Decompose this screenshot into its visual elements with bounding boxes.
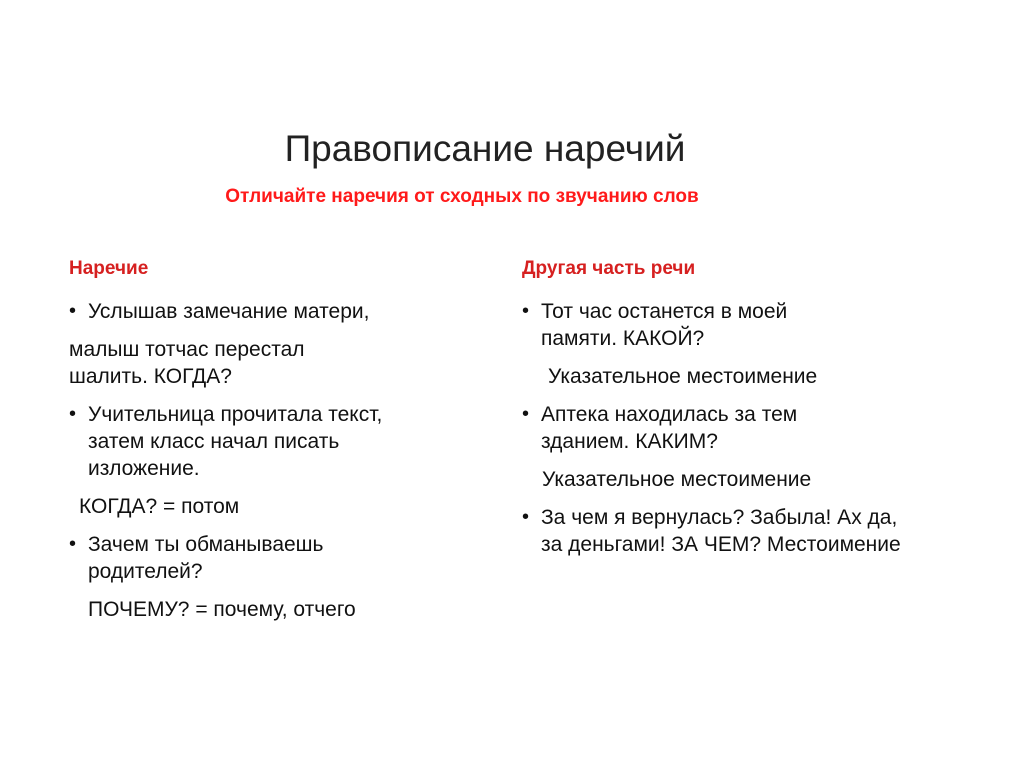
adverb-example-1: • Услышав замечание матери, [69,298,469,325]
adverb-example-3-note: ПОЧЕМУ? = почему, отчего [88,598,356,621]
other-column-heading: Другая часть речи [522,258,696,279]
other-example-2: • Аптека находилась за тем зданием. КАКИМ? [522,401,861,455]
slide-title: Правописание наречий [284,128,686,169]
other-example-1-note: Указательное местоимение [548,365,818,388]
other-example-2-note: Указательное местоимение [542,468,812,491]
adverb-column [69,258,469,634]
adverb-example-2: • Учительница прочитала текст, затем класс начал писать изложение. [69,401,388,482]
other-example-3: • За чем я вернулась? Забыла! Ах да, за деньгами! ЗА ЧЕМ? Местоимение [522,504,901,558]
adverb-example-2-note: КОГДА? = потом [79,495,240,518]
other-example-1: • Тот час останется в моей памяти. КАКОЙ? [522,298,851,352]
adverb-example-1-continuation: малыш тотчас перестал шалить. КОГДА? [69,338,305,388]
adverb-example-3: • Зачем ты обманываешь родителей? [69,531,388,585]
adverb-column-heading: Наречие [69,258,149,279]
other-part-of-speech-column [522,258,942,569]
slide-subtitle: Отличайте наречия от сходных по звучанию слов [225,186,699,207]
